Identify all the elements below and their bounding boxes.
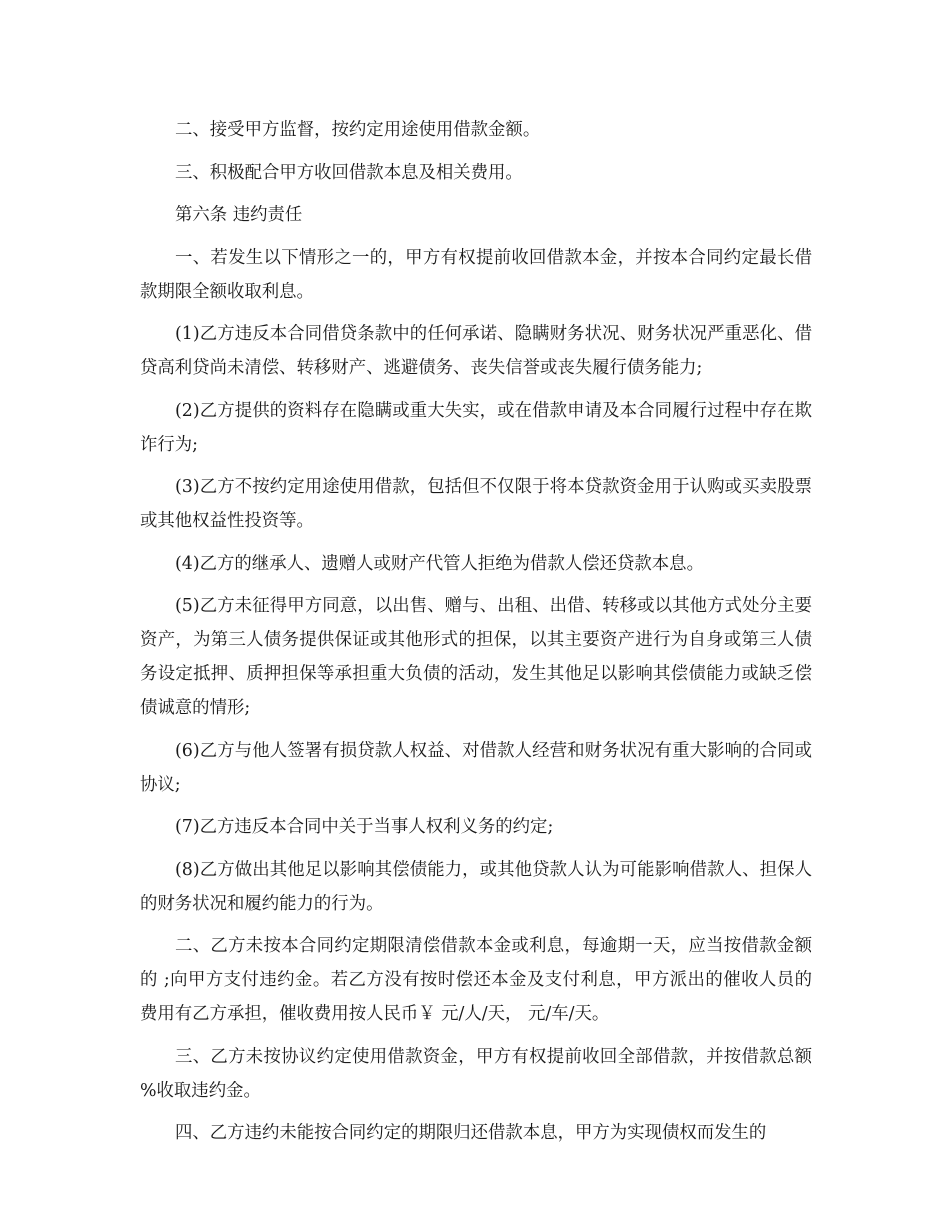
paragraph-item-4: (4)乙方的继承人、遗赠人或财产代管人拒绝为借款人偿还贷款本息。 (175, 553, 704, 574)
paragraph-item-7: (7)乙方违反本合同中关于当事人权利义务的约定; (175, 817, 554, 837)
paragraph-clause-2: 二、乙方未按本合同约定期限清偿借款本金或利息，每逾期一天，应当按借款金额的 ;向甲方支付违约金。若乙方没有按时偿还本金及支付利息，甲方派出的催收人员的费用有乙方承担，催收费用按人民币￥ 元/人/天， 元/车/天。 (140, 936, 812, 1024)
paragraph-item-3: (3)乙方不按约定用途使用借款，包括但不仅限于将本贷款资金用于认购或买卖股票或其他权益性投资等。 (140, 477, 812, 531)
paragraph-clause-4: 四、乙方违约未能按合同约定的期限归还借款本息，甲方为实现债权而发生的 (175, 1123, 767, 1143)
document-body (140, 113, 812, 1159)
paragraph-item-6: (6)乙方与他人签署有损贷款人权益、对借款人经营和财务状况有重大影响的合同或协议; (140, 740, 812, 795)
paragraph-item-1: (1)乙方违反本合同借贷条款中的任何承诺、隐瞒财务状况、财务状况严重恶化、借贷高利贷尚未清偿、转移财产、逃避债务、丧失信誉或丧失履行债务能力; (140, 324, 812, 378)
paragraph-cooperation: 三、积极配合甲方收回借款本息及相关费用。 (175, 162, 523, 183)
paragraph-clause-3: 三、乙方未按协议约定使用借款资金，甲方有权提前收回全部借款，并按借款总额 %收取违约金。 (140, 1046, 812, 1101)
paragraph-item-8: (8)乙方做出其他足以影响其偿债能力，或其他贷款人认为可能影响借款人、担保人的财务状况和履约能力的行为。 (140, 859, 812, 914)
paragraph-clause-1: 一、若发生以下情形之一的，甲方有权提前收回借款本金，并按本合同约定最长借款期限全额收取利息。 (140, 247, 812, 302)
paragraph-supervision: 二、接受甲方监督，按约定用途使用借款金额。 (175, 120, 541, 140)
paragraph-item-5: (5)乙方未征得甲方同意，以出售、赠与、出租、出借、转移或以其他方式处分主要资产，为第三人债务提供保证或其他形式的担保，以其主要资产进行为自身或第三人债务设定抵押、质押担保等承担重大负债的活动，发生其他足以影响其偿债能力或缺乏偿债诚意的情形; (140, 596, 812, 718)
paragraph-item-2: (2)乙方提供的资料存在隐瞒或重大失实，或在借款申请及本合同履行过程中存在欺诈行为; (140, 400, 812, 455)
section-heading-breach: 第六条 违约责任 (175, 205, 303, 225)
